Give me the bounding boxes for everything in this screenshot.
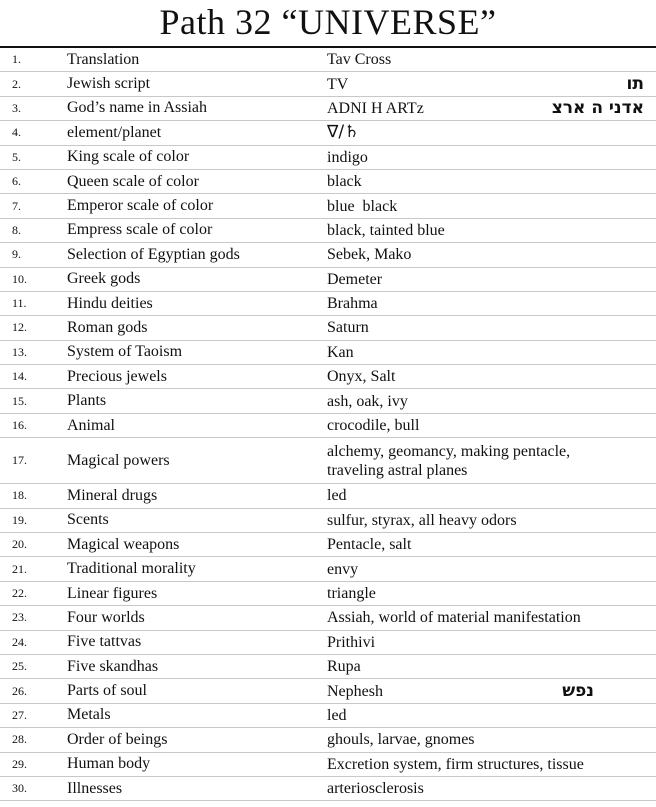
row-number: 20.: [12, 537, 27, 552]
row-number: 12.: [12, 320, 27, 335]
row-value: Excretion system, firm structures, tissue: [327, 755, 584, 773]
element-planet-symbols: ∇/♄: [327, 122, 360, 143]
row-number: 22.: [12, 586, 27, 600]
row-value: Nephesh: [327, 682, 383, 700]
row-value: Rupa: [327, 658, 361, 676]
table-row: [0, 194, 656, 218]
row-value: arteriosclerosis: [327, 780, 424, 798]
row-value: black: [327, 173, 362, 191]
table-row: [0, 72, 656, 96]
row-value: sulfur, styrax, all heavy odors: [327, 511, 517, 529]
row-number: 30.: [12, 781, 27, 796]
row-value: ADNI H ARTz: [327, 99, 424, 117]
table-row: [0, 121, 656, 145]
row-label: Translation: [67, 50, 140, 68]
row-value: TV: [327, 75, 349, 93]
row-number: 17.: [12, 453, 27, 468]
table-row: [0, 268, 656, 292]
row-label: Human body: [67, 755, 151, 773]
row-number: 23.: [12, 610, 27, 625]
row-value: Brahma: [327, 295, 378, 313]
row-label: Scents: [67, 511, 109, 529]
row-label: Parts of soul: [67, 682, 147, 700]
row-label: System of Taoism: [67, 343, 183, 361]
row-label: Queen scale of color: [67, 172, 199, 190]
row-label: King scale of color: [67, 148, 190, 166]
row-number: 10.: [12, 271, 27, 286]
row-value: ghouls, larvae, gnomes: [327, 731, 475, 749]
row-number: 16.: [12, 418, 27, 433]
table-row: [0, 509, 656, 533]
table-row: [0, 631, 656, 655]
row-value: alchemy, geomancy, making pentacle, traveling astral planes: [327, 442, 571, 479]
row-number: 1.: [12, 52, 21, 67]
row-value: blue black: [327, 197, 398, 215]
row-number: 6.: [12, 174, 21, 189]
row-value: Assiah, world of material manifestation: [327, 609, 581, 627]
row-label: Traditional morality: [67, 560, 196, 578]
row-value: Pentacle, salt: [327, 536, 412, 554]
row-label: Hindu deities: [67, 294, 153, 312]
table-row: [0, 606, 656, 630]
table-row: [0, 679, 656, 703]
row-value: Saturn: [327, 319, 369, 337]
row-value: Demeter: [327, 270, 383, 288]
table-row: [0, 704, 656, 728]
row-label: Selection of Egyptian gods: [67, 245, 240, 263]
row-number: 14.: [12, 369, 27, 384]
row-number: 8.: [12, 222, 21, 237]
row-number: 21.: [12, 561, 27, 576]
row-number: 2.: [12, 76, 21, 91]
row-value: envy: [327, 560, 359, 578]
row-label: God’s name in Assiah: [67, 99, 207, 117]
hebrew-text: נפש: [562, 681, 594, 702]
row-value: Sebek, Mako: [327, 246, 412, 264]
table-row: [0, 484, 656, 508]
table-row: [0, 316, 656, 340]
row-label: element/planet: [67, 123, 162, 141]
row-label: Linear figures: [67, 584, 158, 602]
table-row: [0, 219, 656, 243]
row-label: Magical powers: [67, 451, 170, 469]
page-title: Path 32 “UNIVERSE”: [159, 2, 497, 42]
hebrew-text: תו: [626, 74, 644, 95]
row-label: Five skandhas: [67, 657, 159, 675]
row-label: Metals: [67, 706, 111, 724]
row-label: Four worlds: [67, 608, 145, 626]
row-number: 28.: [12, 732, 27, 747]
row-label: Roman gods: [67, 318, 148, 336]
row-number: 11.: [12, 296, 27, 311]
row-number: 15.: [12, 393, 27, 408]
row-label: Illnesses: [67, 779, 123, 797]
table-row: [0, 582, 656, 606]
row-value: indigo: [327, 148, 368, 166]
table-row: [0, 341, 656, 365]
row-label: Five tattvas: [67, 633, 142, 651]
row-label: Mineral drugs: [67, 486, 158, 504]
row-number: 18.: [12, 488, 27, 503]
row-value: Prithivi: [327, 633, 376, 651]
table-row: [0, 146, 656, 170]
row-label: Plants: [67, 392, 107, 410]
row-value: led: [327, 487, 347, 505]
row-value: led: [327, 706, 347, 724]
table-row: [0, 243, 656, 267]
row-value: black, tainted blue: [327, 221, 445, 239]
row-label: Magical weapons: [67, 535, 180, 553]
row-label: Precious jewels: [67, 367, 167, 385]
row-value: crocodile, bull: [327, 417, 420, 435]
row-number: 3.: [12, 100, 21, 115]
table-row: [0, 97, 656, 121]
row-label: Order of beings: [67, 730, 168, 748]
correspondence-table: [0, 46, 656, 801]
row-label: Emperor scale of color: [67, 197, 214, 215]
row-number: 27.: [12, 707, 27, 722]
table-row: [0, 533, 656, 557]
row-number: 26.: [12, 683, 27, 698]
row-label: Jewish script: [67, 75, 151, 93]
table-row: [0, 414, 656, 438]
row-label: Greek gods: [67, 270, 141, 288]
table-row: [0, 292, 656, 316]
row-number: 13.: [12, 344, 27, 359]
row-number: 4.: [12, 125, 21, 140]
table-row: [0, 365, 656, 389]
row-value: ash, oak, ivy: [327, 392, 408, 410]
row-label: Animal: [67, 416, 115, 434]
table-row: [0, 389, 656, 413]
row-value: Kan: [327, 343, 354, 361]
row-number: 29.: [12, 756, 27, 771]
table-row: [0, 438, 656, 484]
table-row: [0, 557, 656, 581]
hebrew-text: אדני ה ארצ: [551, 98, 644, 119]
row-number: 19.: [12, 512, 27, 527]
row-label: Empress scale of color: [67, 221, 213, 239]
row-number: 5.: [12, 149, 21, 164]
row-number: 24.: [12, 634, 27, 649]
row-value: triangle: [327, 585, 376, 602]
table-row: [0, 728, 656, 752]
row-value: Onyx, Salt: [327, 368, 396, 386]
row-number: 7.: [12, 198, 21, 213]
table-row: [0, 655, 656, 679]
table-row: [0, 777, 656, 801]
table-row: [0, 753, 656, 777]
table-row: [0, 48, 656, 72]
row-number: 25.: [12, 659, 27, 674]
row-number: 9.: [12, 247, 21, 262]
row-value: Tav Cross: [327, 51, 392, 69]
table-row: [0, 170, 656, 194]
